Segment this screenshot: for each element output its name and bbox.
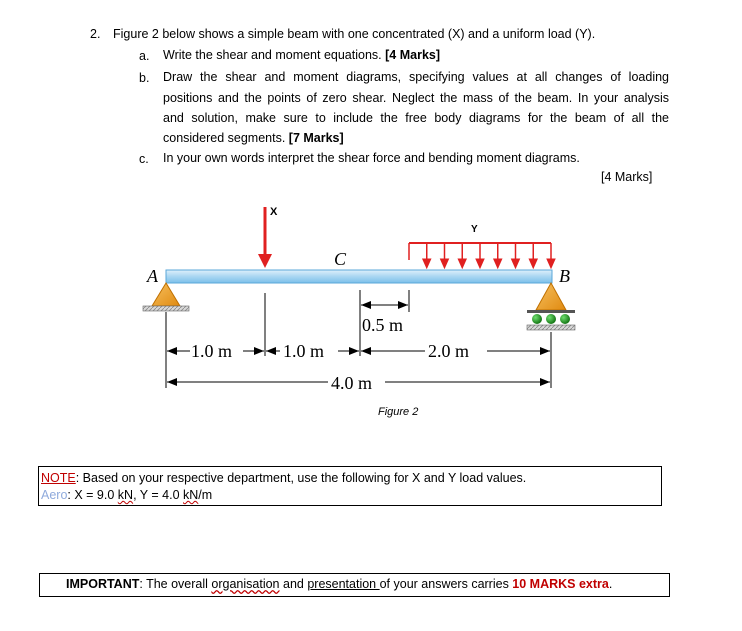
dim-label-2: 1.0 m	[283, 341, 325, 361]
udl-arrowhead	[458, 259, 466, 268]
pin-support-a	[143, 283, 189, 311]
part-b-letter: b.	[139, 71, 150, 85]
important-text-1: : The overall	[139, 577, 212, 591]
part-b-line-3: and solution, make sure to include the free body diagrams for the beam of all the	[163, 111, 669, 125]
important-box	[39, 573, 670, 597]
part-b-line-1: Draw the shear and moment diagrams, specifying values at all changes of loading	[163, 70, 669, 84]
label-y: Y	[471, 224, 478, 235]
part-b-marks: [7 Marks]	[288, 131, 344, 145]
part-b-line-2: positions and the points of zero shear. Neglect the mass of the beam. In your analysis	[163, 91, 669, 105]
label-b: B	[559, 266, 570, 286]
note-box	[38, 466, 662, 506]
roller-support-b	[527, 283, 575, 330]
udl-arrowhead	[512, 259, 520, 268]
point-load-arrowhead	[258, 254, 272, 268]
udl-arrowhead	[423, 259, 431, 268]
important-label: IMPORTANT	[66, 577, 140, 591]
dim-label-3: 2.0 m	[428, 341, 470, 361]
part-c-marks-text: [4 Marks]	[601, 170, 653, 184]
part-a-marks: [4 Marks]	[385, 48, 441, 62]
important-word-presentation: presentation	[307, 577, 380, 591]
dim-label-half: 0.5 m	[362, 315, 404, 335]
part-c-text: In your own words interpret the shear force and bending moment diagrams.	[163, 151, 580, 165]
label-c: C	[334, 249, 347, 269]
note-unit-knm: kN	[183, 488, 199, 502]
label-a: A	[147, 266, 158, 286]
udl-arrowhead	[476, 259, 484, 268]
part-b-last-text: considered segments.	[163, 131, 286, 145]
important-end: .	[608, 577, 613, 591]
important-text-3: of your answers carries	[379, 577, 513, 591]
note-dept: Aero	[41, 488, 68, 502]
note-y-prefix: , Y = 4.0	[133, 488, 184, 502]
udl-arrowhead	[441, 259, 449, 268]
important-extra: 10 MARKS extra	[512, 577, 609, 591]
note-line-1	[41, 470, 655, 487]
note-text: : Based on your respective department, use the following for X and Y load values.	[75, 471, 527, 485]
figure-caption: Figure 2	[378, 406, 419, 418]
note-label: NOTE	[41, 471, 76, 485]
note-line-2	[41, 487, 655, 504]
beam	[166, 270, 552, 283]
note-unit-kn: kN	[117, 488, 134, 502]
distributed-load	[409, 243, 555, 268]
udl-arrowhead	[547, 259, 555, 268]
question-text: Figure 2 below shows a simple beam with one concentrated (X) and a uniform load (Y).	[113, 27, 596, 41]
important-word-organisation: organisation	[211, 577, 280, 591]
part-c-letter: c.	[139, 152, 149, 166]
part-a-letter: a.	[139, 49, 150, 63]
part-a-question: Write the shear and moment equations.	[163, 48, 382, 62]
udl-arrowhead	[494, 259, 502, 268]
important-text-2: and	[279, 577, 308, 591]
note-unit-per-m: /m	[198, 488, 213, 502]
note-x-prefix: : X = 9.0	[67, 488, 118, 502]
question-number: 2.	[90, 27, 101, 41]
label-x: X	[270, 206, 278, 218]
udl-arrowhead	[529, 259, 537, 268]
dim-label-1: 1.0 m	[191, 341, 233, 361]
dim-label-total: 4.0 m	[331, 373, 373, 393]
